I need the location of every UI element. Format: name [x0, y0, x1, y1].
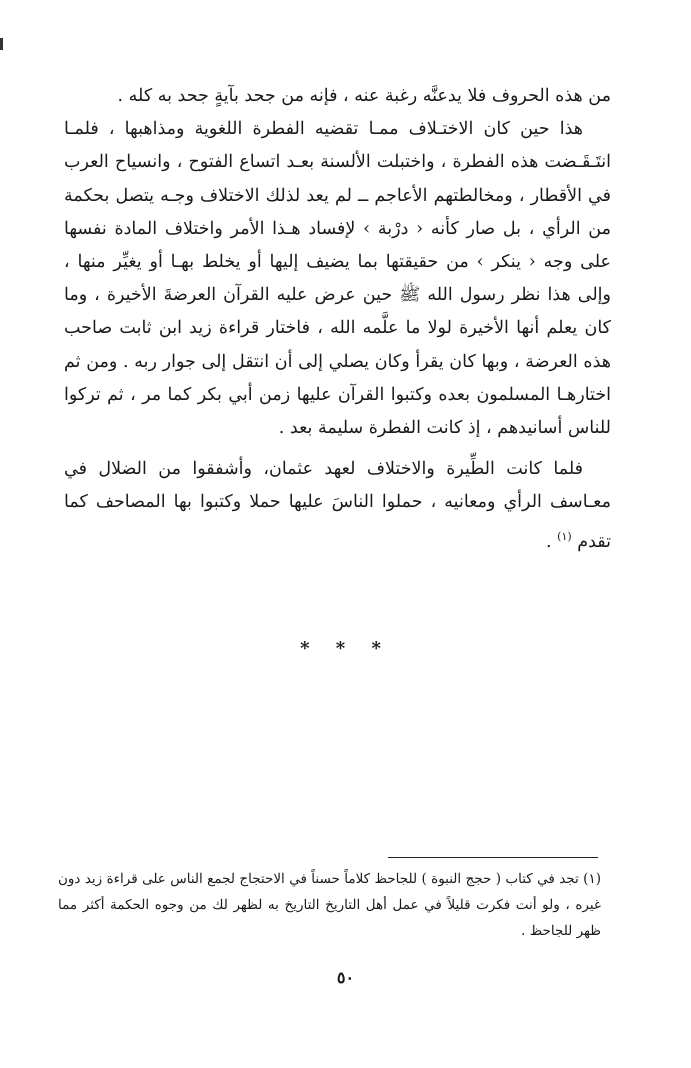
- page-number: ٥٠: [336, 968, 355, 987]
- main-text: [64, 80, 611, 559]
- paragraph-continuation: من هذه الحروف فلا يدعنَّه رغبة عنه ، فإنه من جحد بآيةٍ جحد به كله .: [117, 86, 611, 106]
- footnote-reference: (١): [557, 529, 572, 543]
- scan-edge-mark: [0, 38, 3, 50]
- paragraph-3-text: فلما كانت الطِّيرة والاختلاف لعهد عثمان، وأشفقوا من الضلال في معـاسف الرأي ومعانيه ، حملوا الناسَ عليها حملا وكتبوا بها المصاحف كما تقدم: [64, 459, 611, 552]
- paragraph-3-end: .: [546, 531, 552, 552]
- section-separator: * * *: [300, 638, 391, 659]
- footnote: (١) تجد في كتاب ( حجج النبوة ) للجاحظ كلاماً حسناً في الاحتجاج لجمع الناس على قراءة زيد دون غيره ، ولو أنت فكرت قليلاً في عمل أهل التاريخ التاريخ به لظهر لك من وجوه الحكمة أكثر مما ظهر للجاحظ .: [58, 871, 601, 939]
- paragraph-3: [64, 453, 611, 558]
- paragraph-2: هذا حين كان الاختـلاف ممـا تقضيه الفطرة اللغوية ومذاهبها ، فلمـا انتَـقَـضت هذه الفطرة ، واختبلت الألسنة بعـد اتساع الفتوح ، وانسياح العرب في الأقطار ، ومخالطتهم الأعاجم ــ لم يعد لذلك الاختلاف وجـه يتصل بحكمة من الرأي ، بل صار كأنه ‹ درْبة › لإفساد هـذا الأمر واختلاف المادة نفسها على وجه ‹ ينكر › من حقيقتها بما يضيف إليها أو يخلط بهـا أو يغيِّر منها ، وإلى هذا نظر رسول الله ﷺ حين عرض عليه القرآن العرضةَ الأخيرة ، وما كان يعلم أنها الأخيرة لولا ما علَّمه الله ، فاختار قراءة زيد ابن ثابت صاحب هذه العرضة ، وبها كان يقرأ وكان يصلي إلى أن انتقل إلى جوار ربه . ومن ثم اختارهـا المسلمون بعده وكتبوا القرآن عليها زمن أبي بكر كما مر ، ثم تركوا للناس أسانيدهم ، إذ كانت الفطرة سليمة بعد .: [64, 119, 611, 439]
- footnote-divider: [388, 857, 598, 858]
